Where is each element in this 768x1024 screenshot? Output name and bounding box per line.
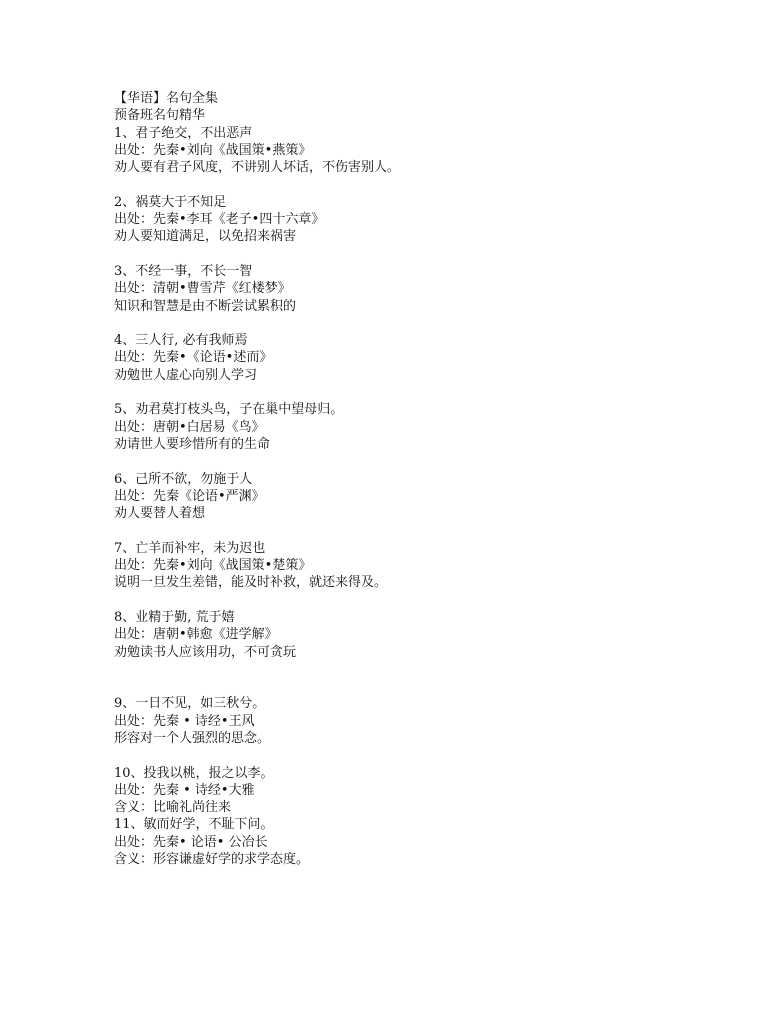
entry-7 (114, 540, 734, 592)
spacer (114, 315, 734, 332)
entry-10 (114, 765, 734, 817)
spacer (114, 592, 734, 609)
spacer (114, 384, 734, 401)
entry-4 (114, 332, 734, 384)
entry-source: 出处：先秦 • 诗经•大雅 (114, 782, 255, 798)
entry-source: 出处：先秦•李耳《老子•四十六章》 (114, 212, 325, 228)
entry-source: 出处：唐朝•韩愈《进学解》 (114, 627, 278, 643)
entry-9 (114, 695, 734, 747)
spacer (114, 453, 734, 470)
spacer (114, 661, 734, 696)
document-title: 【华语】名句全集 (114, 91, 219, 106)
spacer (114, 246, 734, 263)
entry-2 (114, 194, 734, 246)
entry-quote: 7、亡羊而补牢，未为迟也 (114, 540, 266, 556)
entry-quote: 11、敏而好学，不耻下问。 (114, 817, 274, 833)
entry-11 (114, 816, 734, 868)
document-body (114, 90, 734, 868)
entry-5 (114, 401, 734, 453)
entry-meaning: 劝勉读书人应该用功，不可贪玩 (114, 644, 297, 660)
entry-quote: 1、君子绝交，不出恶声 (114, 125, 253, 141)
entry-8 (114, 609, 734, 661)
entry-meaning: 劝勉世人虚心向别人学习 (114, 367, 258, 383)
entry-source: 出处：先秦•《论语•述而》 (114, 350, 273, 366)
entry-quote: 5、劝君莫打枝头鸟，子在巢中望母归。 (114, 402, 344, 418)
entry-meaning: 知识和智慧是由不断尝试累积的 (114, 298, 297, 314)
entry-quote: 10、投我以桃，报之以李。 (114, 765, 274, 781)
entry-3 (114, 263, 734, 315)
spacer (114, 747, 734, 764)
spacer (114, 522, 734, 539)
entry-quote: 6、己所不欲，勿施于人 (114, 471, 253, 487)
entry-quote: 4、三人行, 必有我师焉 (114, 333, 248, 349)
entry-meaning: 含义：比喻礼尚往来 (114, 800, 232, 816)
entry-source: 出处：先秦•刘向《战国策•燕策》 (114, 142, 312, 158)
entry-quote: 3、不经一事，不长一智 (114, 263, 253, 279)
entry-source: 出处：先秦 • 诗经•王风 (114, 713, 255, 729)
entry-6 (114, 471, 734, 523)
entry-quote: 8、业精于勤, 荒于嬉 (114, 609, 235, 625)
entry-source: 出处：先秦《论语•严渊》 (114, 488, 265, 504)
entry-source: 出处：唐朝•白居易《鸟》 (114, 419, 265, 435)
entry-meaning: 劝人要有君子风度，不讲别人坏话，不伤害别人。 (114, 160, 401, 176)
entry-meaning: 劝人要替人着想 (114, 506, 206, 522)
entry-meaning: 含义：形容谦虚好学的求学态度。 (114, 852, 310, 868)
entry-meaning: 劝请世人要珍惜所有的生命 (114, 436, 271, 452)
entry-quote: 9、一日不见，如三秋兮。 (114, 696, 266, 712)
entry-source: 出处：清朝•曹雪芹《红楼梦》 (114, 281, 291, 297)
document-subtitle: 预备班名句精华 (114, 108, 206, 124)
entry-meaning: 说明一旦发生差错，能及时补救，就还来得及。 (114, 575, 388, 591)
entry-source: 出处：先秦• 论语• 公冶长 (114, 834, 268, 850)
entry-source: 出处：先秦•刘向《战国策•楚策》 (114, 558, 312, 574)
entry-meaning: 形容对一个人强烈的思念。 (114, 730, 271, 746)
spacer (114, 176, 734, 193)
entry-1 (114, 125, 734, 177)
entry-meaning: 劝人要知道满足，以免招来祸害 (114, 229, 297, 245)
entry-quote: 2、祸莫大于不知足 (114, 194, 227, 210)
